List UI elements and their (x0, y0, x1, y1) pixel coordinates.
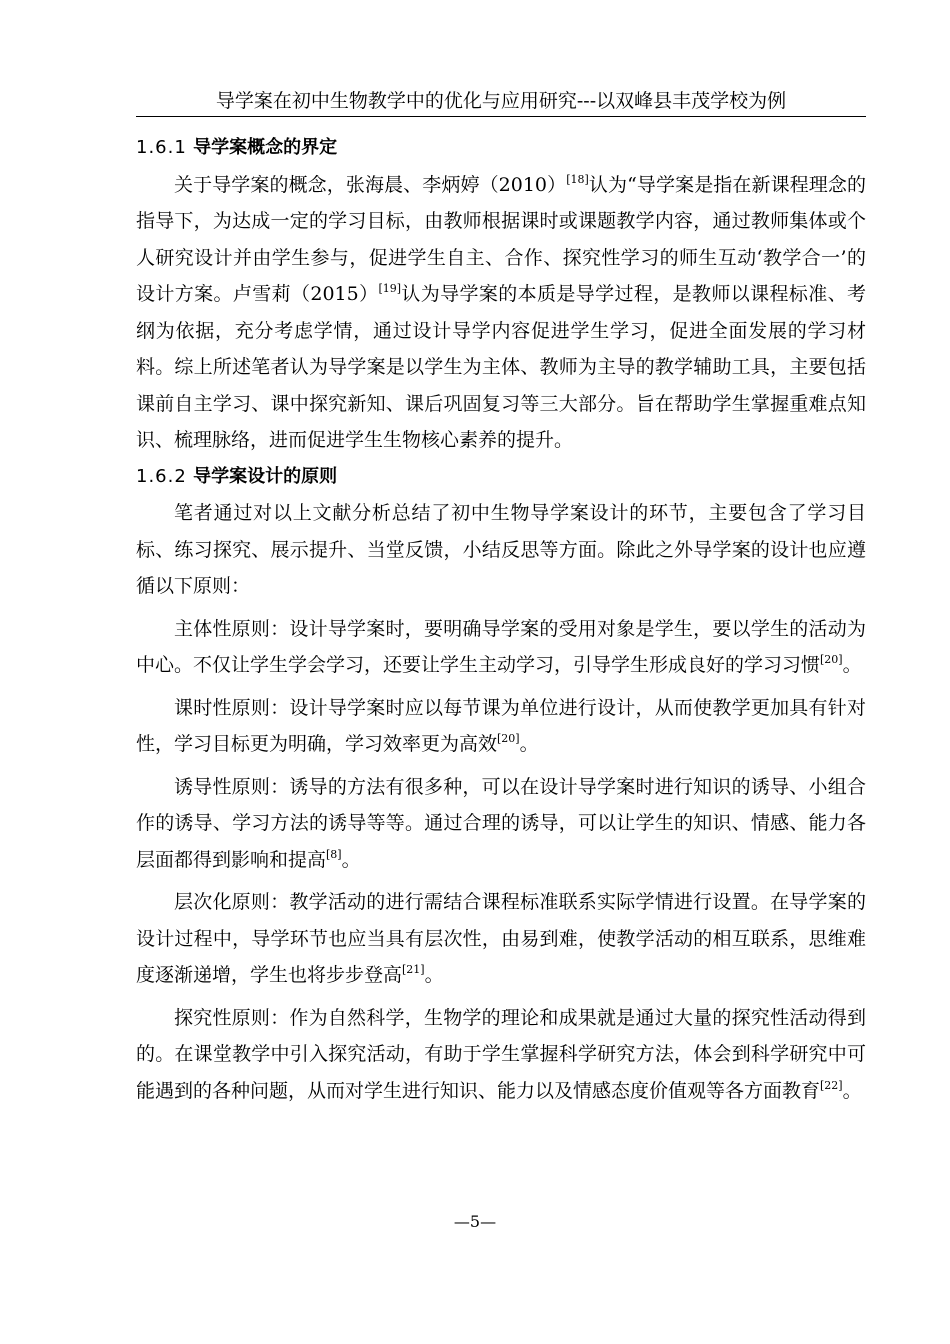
paragraph-text: 诱导性原则：诱导的方法有很多种，可以在设计导学案时进行知识的诱导、小组合作的诱导、学习方法的诱导等等。通过合理的诱导，可以让学生的知识、情感、能力各层面都得到影响和提高 (136, 775, 866, 871)
section-heading (136, 459, 866, 496)
citation-ref: [18] (566, 172, 589, 186)
body-paragraph (136, 495, 866, 605)
paragraph-text: 。 (842, 654, 862, 676)
paragraph-text: 关于导学案的概念，张海晨、李炳婷（2010） (174, 173, 567, 196)
section-title: 导学案设计的原则 (193, 465, 338, 487)
paragraph-text: 笔者通过对以上文献分析总结了初中生物导学案设计的环节，主要包含了学习目标、练习探究、展示提升、当堂反馈，小结反思等方面。除此之外导学案的设计也应遵循以下原则： (136, 502, 866, 597)
page-number: —5— (453, 1212, 497, 1231)
paragraph-text: 认为“导学案是指在新课程理念的指导下，为达成一定的学习目标，由教师根据课时或课题教学内容，通过教师集体或个人研究设计并由学生参与，促进学生自主、合作、探究性学习的师生互动‘教学合一’的设计方案。卢雪莉（2015） (136, 173, 866, 305)
body-paragraph (136, 769, 866, 879)
paragraph-text: 层次化原则：教学活动的进行需结合课程标准联系实际学情进行设置。在导学案的设计过程中，导学环节也应当具有层次性，由易到难，使教学活动的相互联系，思维难度逐渐递增，学生也将步步登高 (136, 891, 866, 986)
paragraph-text: 。 (842, 1079, 862, 1102)
citation-ref: [8] (326, 847, 342, 861)
section-number: 1.6.2 (136, 465, 187, 487)
citation-ref: [22] (820, 1078, 843, 1092)
paragraph-text: 。 (424, 964, 444, 986)
citation-ref: [19] (378, 282, 402, 295)
body-paragraph (136, 1000, 866, 1110)
paragraph-text: 。 (341, 848, 361, 871)
body-paragraph (136, 690, 866, 763)
citation-ref: [20] (820, 653, 843, 666)
section-number: 1.6.1 (136, 137, 187, 158)
body-paragraph (136, 884, 866, 994)
paragraph-text: 认为导学案的本质是导学过程，是教师以课程标准、考纲为依据，充分考虑学情，通过设计导学内容促进学生学习，促进全面发展的学习材料。综上所述笔者认为导学案是以学生为主体、教师为主导的教学辅助工具，主要包括课前自主学习、课中探究新知、课后巩固复习等三大部分。旨在帮助学生掌握重难点知识、梳理脉络，进而促进学生生物核心素养的提升。 (136, 283, 866, 451)
paragraph-text: 。 (519, 733, 539, 755)
citation-ref: [20] (497, 732, 520, 745)
section-title: 导学案概念的界定 (193, 137, 338, 158)
body-paragraph (136, 611, 866, 684)
paragraph-text: 主体性原则：设计导学案时，要明确导学案的受用对象是学生，要以学生的活动为中心。不仅让学生学会学习，还要让学生主动学习，引导学生形成良好的学习习惯 (136, 617, 866, 676)
body-paragraph (136, 167, 866, 459)
running-header: 导学案在初中生物教学中的优化与应用研究---以双峰县丰茂学校为例 (136, 86, 866, 117)
paragraph-text: 课时性原则：设计导学案时应以每节课为单位进行设计，从而使教学更加具有针对性，学习目标更为明确，学习效率更为高效 (136, 696, 866, 755)
paragraph-text: 探究性原则：作为自然科学，生物学的理论和成果就是通过大量的探究性活动得到的。在课堂教学中引入探究活动，有助于学生掌握科学研究方法，体会到科学研究中可能遇到的各种问题，从而对学生进行知识、能力以及情感态度价值观等各方面教育 (136, 1006, 866, 1102)
citation-ref: [21] (402, 963, 425, 976)
section-heading (136, 130, 866, 167)
document-body (136, 130, 866, 1109)
